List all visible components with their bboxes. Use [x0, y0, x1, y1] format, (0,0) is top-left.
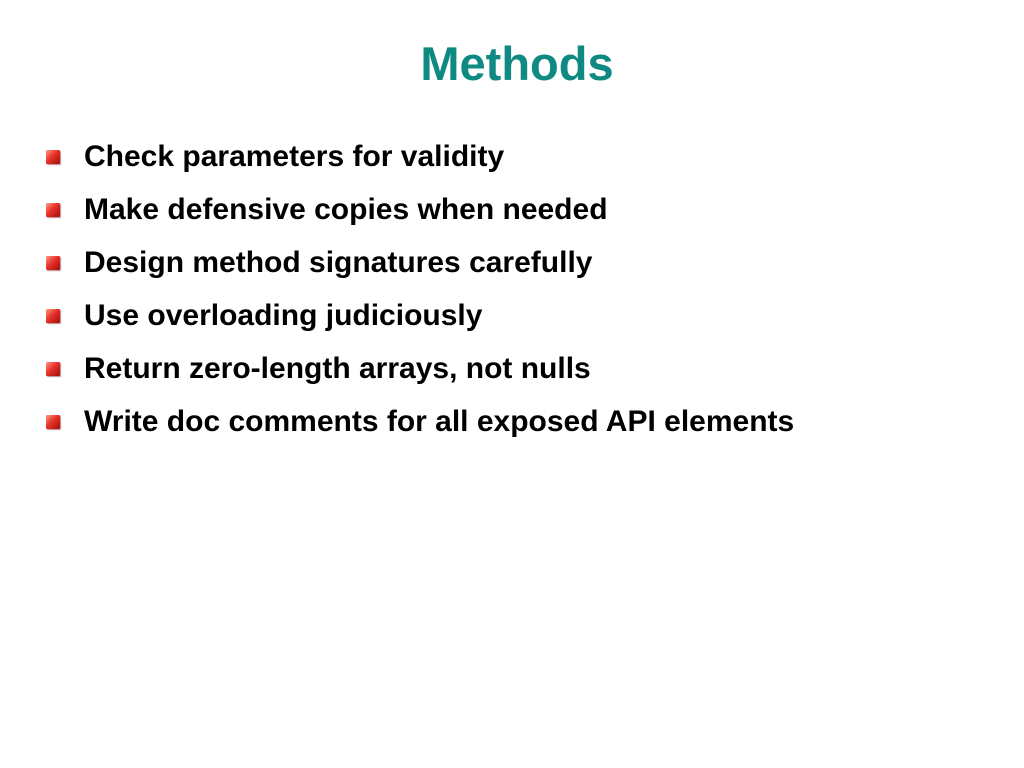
square-bullet-icon [46, 256, 60, 270]
bullet-text: Design method signatures carefully [84, 246, 593, 279]
bullet-text: Check parameters for validity [84, 140, 505, 173]
square-bullet-icon [46, 415, 60, 429]
list-item [46, 130, 794, 183]
square-bullet-icon [46, 203, 60, 217]
bullet-text: Make defensive copies when needed [84, 193, 608, 226]
list-item [46, 342, 794, 395]
square-bullet-icon [46, 150, 60, 164]
list-item [46, 289, 794, 342]
bullet-text: Return zero-length arrays, not nulls [84, 352, 591, 385]
bullet-list [46, 130, 794, 448]
slide-title: Methods [420, 37, 614, 90]
square-bullet-icon [46, 309, 60, 323]
bullet-text: Write doc comments for all exposed API elements [84, 405, 795, 438]
list-item [46, 395, 794, 448]
bullet-text: Use overloading judiciously [84, 299, 483, 332]
list-item [46, 236, 794, 289]
square-bullet-icon [46, 362, 60, 376]
list-item [46, 183, 794, 236]
